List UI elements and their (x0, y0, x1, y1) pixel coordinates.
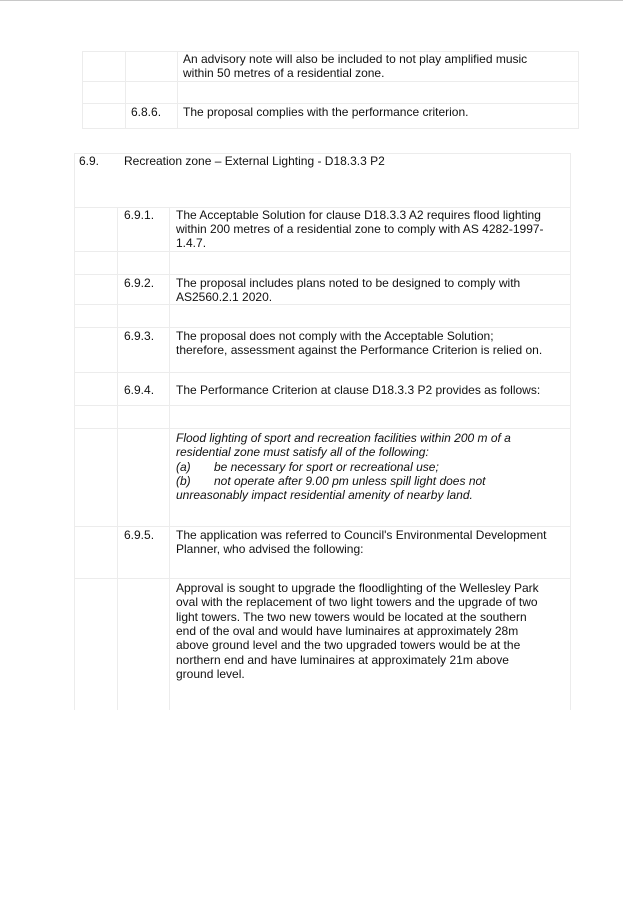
clause-text-6-8-6: The proposal complies with the performance criterion. (183, 105, 469, 119)
clause-text-6-9-2-line-1: The proposal includes plans noted to be designed to comply with (176, 276, 521, 290)
planner-advice-line-2: oval with the replacement of two light towers and the upgrade of two (176, 595, 538, 609)
clause-text-6-9-5-line-1: The application was referred to Council's Environmental Development (176, 528, 547, 542)
criterion-item-b-text: not operate after 9.00 pm unless spill light does not (214, 474, 486, 488)
clause-number-6-9-4: 6.9.4. (124, 383, 155, 397)
clause-number-6-9-2: 6.9.2. (124, 276, 155, 290)
planner-advice-line-7: ground level. (176, 667, 245, 681)
criterion-item-b (176, 474, 486, 489)
planner-advice-line-5: above ground level and the two upgraded towers would be at the (176, 638, 521, 652)
clause-text-6-9-3-line-1: The proposal does not comply with the Acceptable Solution; (176, 329, 494, 343)
planner-advice-line-4: end of the oval and would have luminaires at approximately 28m (176, 624, 519, 638)
criterion-item-a-text: be necessary for sport or recreational use; (214, 460, 439, 474)
advisory-note-line-1: An advisory note will also be included to not play amplified music (183, 52, 528, 66)
clause-number-6-9-1: 6.9.1. (124, 208, 155, 222)
planner-advice-line-3: light towers. The two new towers would be located at the southern (176, 610, 527, 624)
clause-text-6-9-3-line-2: therefore, assessment against the Performance Criterion is relied on. (176, 343, 543, 357)
clause-number-6-9-5: 6.9.5. (124, 528, 155, 542)
criterion-item-b-label: (b) (176, 474, 191, 488)
criterion-item-a-label: (a) (176, 460, 191, 474)
clause-text-6-9-1-line-3: 1.4.7. (176, 236, 207, 250)
advisory-note-line-2: within 50 metres of a residential zone. (183, 66, 385, 80)
clause-text-6-9-4-line-1: The Performance Criterion at clause D18.3.3 P2 provides as follows: (176, 383, 541, 397)
criterion-item-a (176, 460, 439, 475)
criterion-intro-line-1: Flood lighting of sport and recreation facilities within 200 m of a (176, 431, 511, 445)
clause-number-6-9-3: 6.9.3. (124, 329, 155, 343)
criterion-intro-line-2: residential zone must satisfy all of the following: (176, 445, 429, 459)
section-heading-6-9: Recreation zone – External Lighting - D18.3.3 P2 (124, 154, 385, 168)
page-top-border (0, 0, 623, 1)
clause-text-6-9-1-line-1: The Acceptable Solution for clause D18.3.3 A2 requires flood lighting (176, 208, 541, 222)
section-number-6-9: 6.9. (79, 154, 100, 168)
clause-text-6-9-1-line-2: within 200 metres of a residential zone to comply with AS 4282-1997- (176, 222, 544, 236)
clause-number-6-8-6: 6.8.6. (131, 105, 162, 119)
planner-advice-line-1: Approval is sought to upgrade the floodlighting of the Wellesley Park (176, 581, 539, 595)
planner-advice-line-6: northern end and have luminaires at approximately 21m above (176, 653, 509, 667)
clause-text-6-9-2-line-2: AS2560.2.1 2020. (176, 290, 273, 304)
criterion-item-b-continued: unreasonably impact residential amenity of nearby land. (176, 488, 473, 502)
clause-text-6-9-5-line-2: Planner, who advised the following: (176, 542, 364, 556)
